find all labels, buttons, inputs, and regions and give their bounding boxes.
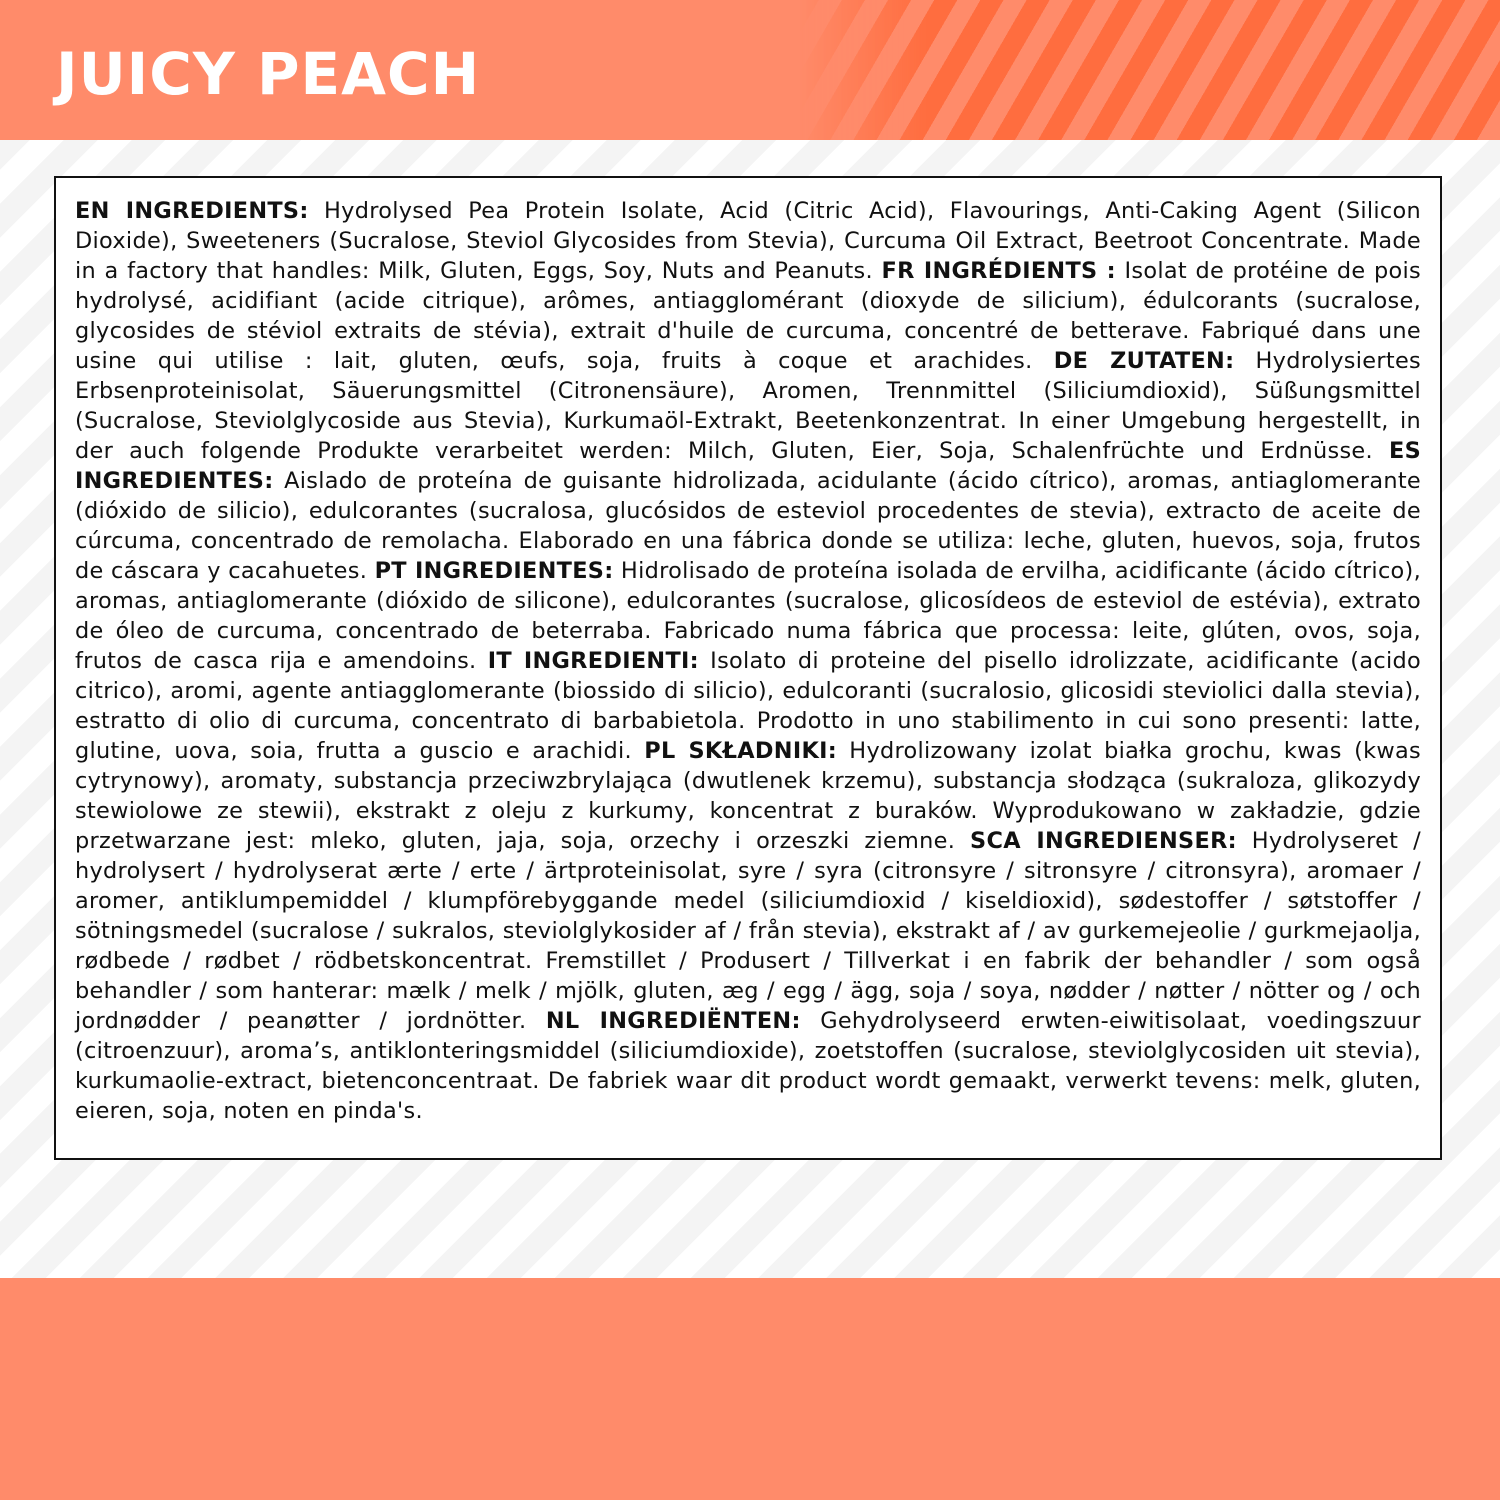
footer-band [0, 1278, 1500, 1500]
section-text-en: Hydrolysed Pea Protein Isolate, Acid (Citric Acid), Flavourings, Anti-Caking Agent (Silicon Dioxide), Sweeteners (Sucralose, Steviol Glycosides from Stevia), Curcuma Oil Extract, Beetroot Concentrate. Made in a factory that handles: Milk, Gluten, Eggs, Soy, Nuts and Peanuts. [75, 198, 1421, 284]
header-banner [0, 0, 1500, 140]
ingredients-text [75, 196, 1421, 1126]
section-label-it: IT INGREDIENTI: [487, 648, 699, 674]
section-label-pl: PL SKŁADNIKI: [644, 738, 837, 764]
section-label-fr: FR INGRÉDIENTS : [881, 258, 1116, 284]
section-text-nl: Gehydrolyseerd erwten-eiwitisolaat, voedingszuur (citroenzuur), aroma’s, antiklonteringsmiddel (siliciumdioxide), zoetstoffen (sucralose, steviolglycosiden uit stevia), kurkumaolie-extract, bietenconcentraat. De fabriek waar dit product wordt gemaakt, verwerkt tevens: melk, gluten, eieren, soja, noten en pinda's. [75, 1008, 1421, 1124]
section-text-sca: Hydrolyseret / hydrolysert / hydrolyserat ærte / erte / ärtproteinisolat, syre / syra (citronsyre / sitronsyre / citronsyra), aromaer / aromer, antiklumpemiddel / klumpförebyggande medel (siliciumdioxid / kiseldioxid), sødestoffer / søtstoffer / sötningsmedel (sucralose / sukralos, steviolglykosider af / från stevia), ekstrakt af / av gurkemejeolie / gurkmejaolja, rødbede / rødbet / rödbetskoncentrat. Fremstillet / Produsert / Tillverkat i en fabrik der behandler / som også behandler / som hanterar: mælk / melk / mjölk, gluten, æg / egg / ägg, soja / soya, nødder / nøtter / nötter og / och jordnødder / peanøtter / jordnötter. [75, 828, 1421, 1034]
section-label-nl: NL INGREDIËNTEN: [545, 1008, 801, 1034]
section-label-es: ES INGREDIENTES: [75, 438, 1421, 494]
section-text-de: Hydrolysiertes Erbsenproteinisolat, Säuerungsmittel (Citronensäure), Aromen, Trennmittel (Siliciumdioxid), Süßungsmittel (Sucralose, Steviolglycoside aus Stevia), Kurkumaöl-Extrakt, Beetenkonzentrat. In einer Umgebung hergestellt, in der auch folgende Produkte verarbeitet werden: Milch, Gluten, Eier, Soja, Schalenfrüchte und Erdnüsse. [75, 348, 1421, 464]
section-label-en: EN INGREDIENTS: [75, 198, 309, 224]
section-text-pt: Hidrolisado de proteína isolada de ervilha, acidificante (ácido cítrico), aromas, antiaglomerante (dióxido de silicone), edulcorantes (sucralose, glicosídeos de esteviol de estévia), extrato de óleo de curcuma, concentrado de beterraba. Fabricado numa fábrica que processa: leite, glúten, ovos, soja, frutos de casca rija e amendoins. [75, 558, 1421, 674]
section-label-de: DE ZUTATEN: [1053, 348, 1235, 374]
section-text-it: Isolato di proteine del pisello idrolizzate, acidificante (acido citrico), aromi, agente antiagglomerante (biossido di silicio), edulcoranti (sucralosio, glicosidi steviolici dalla stevia), estratto di olio di curcuma, concentrato di barbabietola. Prodotto in uno stabilimento in cui sono presenti: latte, glutine, uova, soia, frutta a guscio e arachidi. [75, 648, 1421, 764]
section-text-pl: Hydrolizowany izolat białka grochu, kwas (kwas cytrynowy), aromaty, substancja przeciwzbrylająca (dwutlenek krzemu), substancja słodząca (sukraloza, glikozydy stewiolowe ze stewii), ekstrakt z oleju z kurkumy, koncentrat z buraków. Wyprodukowano w zakładzie, gdzie przetwarzane jest: mleko, gluten, jaja, soja, orzechy i orzeszki ziemne. [75, 738, 1421, 854]
header-stripes-decoration [800, 0, 1500, 140]
page-title: JUICY PEACH [56, 40, 481, 108]
section-label-pt: PT INGREDIENTES: [374, 558, 614, 584]
section-label-sca: SCA INGREDIENSER: [970, 828, 1237, 854]
section-text-fr: Isolat de protéine de pois hydrolysé, acidifiant (acide citrique), arômes, antiagglomérant (dioxyde de silicium), édulcorants (sucralose, glycosides de stéviol extraits de stévia), extrait d'huile de curcuma, concentré de betterave. Fabriqué dans une usine qui utilise : lait, gluten, œufs, soja, fruits à coque et arachides. [75, 258, 1422, 374]
ingredients-panel [54, 176, 1442, 1160]
section-text-es: Aislado de proteína de guisante hidrolizada, acidulante (ácido cítrico), aromas, antiaglomerante (dióxido de silicio), edulcorantes (sucralosa, glucósidos de esteviol procedentes de stevia), extracto de aceite de cúrcuma, concentrado de remolacha. Elaborado en una fábrica donde se utiliza: leche, gluten, huevos, soja, frutos de cáscara y cacahuetes. [75, 468, 1421, 584]
